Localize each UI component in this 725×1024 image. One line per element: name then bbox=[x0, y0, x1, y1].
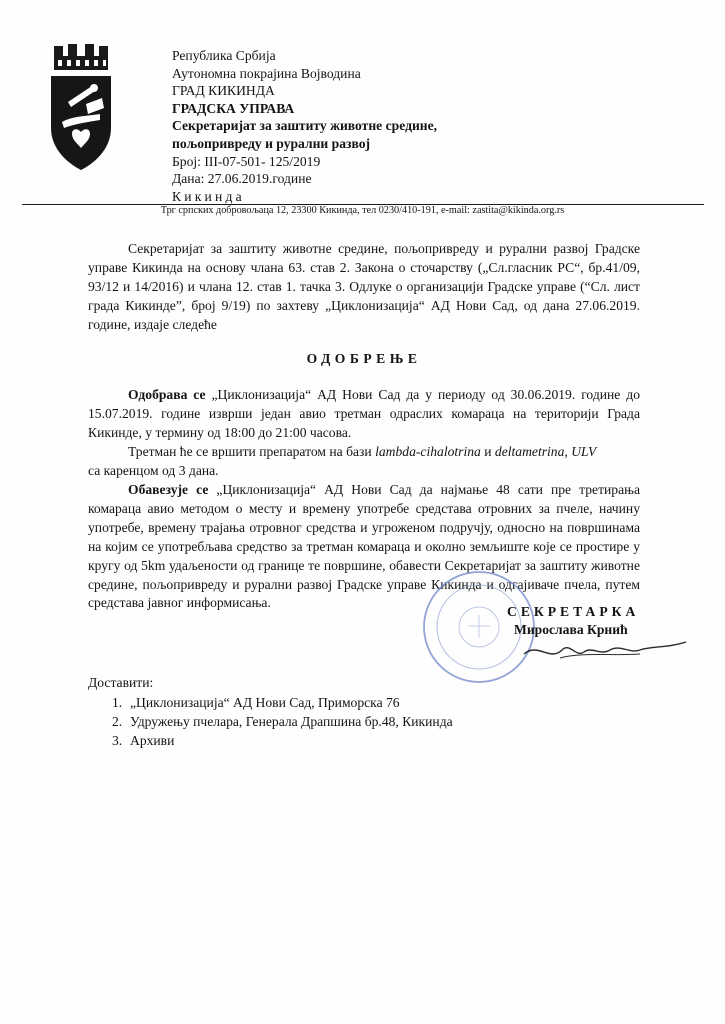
delivery-list bbox=[112, 693, 453, 750]
approval-paragraph bbox=[88, 386, 640, 443]
obligation-keyword: Обавезује се bbox=[128, 482, 209, 497]
list-item: 3. Архиви bbox=[112, 733, 175, 748]
header-administration: ГРАДСКА УПРАВА bbox=[172, 100, 295, 116]
obligation-paragraph bbox=[88, 481, 640, 613]
delivery-item-1: „Циклонизација“ АД Нови Сад, Приморска 76 bbox=[130, 695, 400, 710]
treatment-paragraph bbox=[88, 443, 640, 462]
delivery-item-2: Удружењу пчелара, Генерала Драпшина бр.48, Кикинда bbox=[130, 714, 453, 729]
obligation-text: „Циклонизација“ АД Нови Сад да најмање 48 сати пре третирања комараца авио методом о месту и времену употребе средстава отровних за пчеле, начину употребе, времену трајања отровног средства и угроженом подручју, односно на површинама на којим се употребљава средство за третман комараца и околно земљиште које се простире у кругу од 5km удаљености од границе те површине, обавести Секретаријат за заштиту животне средине, пољопривреду и рурални развој Градске управе Кикинда и одгајиваче пчела, путем средстава јавног информисања. bbox=[88, 482, 640, 611]
coat-of-arms-icon bbox=[48, 42, 114, 172]
header-date: Дана: 27.06.2019.године bbox=[172, 171, 312, 187]
signatory-name: Мирослава Крнић bbox=[514, 622, 628, 637]
header-secretariat-line2: пољопривреду и рурални развој bbox=[172, 135, 371, 151]
delivery-item-3: Архиви bbox=[130, 733, 175, 748]
delivery-label: Доставити: bbox=[88, 675, 154, 690]
approval-text: „Циклонизација“ АД Нови Сад да у периоду од 30.06.2019. године до 15.07.2019. године изврши један авио третман одраслих комараца на територији Града Кикинде, у термину од 18:00 до 21:00 часова. bbox=[88, 387, 640, 440]
treatment-agent-1: lambda-cihalotrina bbox=[375, 444, 481, 459]
list-item: 1. „Циклонизација“ АД Нови Сад, Приморска 76 bbox=[112, 695, 400, 710]
intro-paragraph: Секретаријат за заштиту животне средине, пољопривреду и рурални развој Градске управе Кикинда на основу члана 63. став 2. Закона о сточарству („Сл.гласник РС“, бр.41/09, 93/12 и 14/2016) и члана 12. став 1. тачка 3. Одлуке о организацији Градске управе (“Сл. лист града Кикинде”, број 9/19) по захтеву „Циклонизација“ АД Нови Сад, од дана 27.06.2019. године, издаје следеће bbox=[88, 241, 640, 332]
header-secretariat-line1: Секретаријат за заштиту животне средине, bbox=[172, 118, 438, 134]
header-province: Аутономна покрајина Војводина bbox=[172, 65, 361, 81]
header-place: Кикинда bbox=[172, 188, 245, 204]
document-title: ОДОБРЕЊЕ bbox=[306, 351, 422, 366]
header-country: Република Србија bbox=[172, 48, 276, 63]
header-city: ГРАД КИКИНДА bbox=[172, 83, 275, 99]
signatory-title: СЕКРЕТАРКА bbox=[507, 604, 640, 619]
list-item: 2. Удружењу пчелара, Генерала Драпшина бр.48, Кикинда bbox=[112, 714, 453, 729]
treatment-grace-period: са каренцом од 3 дана. bbox=[88, 463, 219, 478]
treatment-text: Третман ће се вршити препаратом на бази bbox=[128, 444, 376, 459]
treatment-and: и bbox=[480, 444, 495, 459]
approval-keyword: Одобрава се bbox=[128, 387, 206, 402]
header-number: Број: III-07-501- 125/2019 bbox=[172, 153, 321, 169]
treatment-agent-2: deltametrina, ULV bbox=[494, 444, 597, 459]
letterhead bbox=[172, 47, 437, 205]
contact-address: Трг српских добровољаца 12, 23300 Кикинда, тел 0230/410-191, e-mail: zastita@kikinda.org.rs bbox=[160, 205, 565, 216]
